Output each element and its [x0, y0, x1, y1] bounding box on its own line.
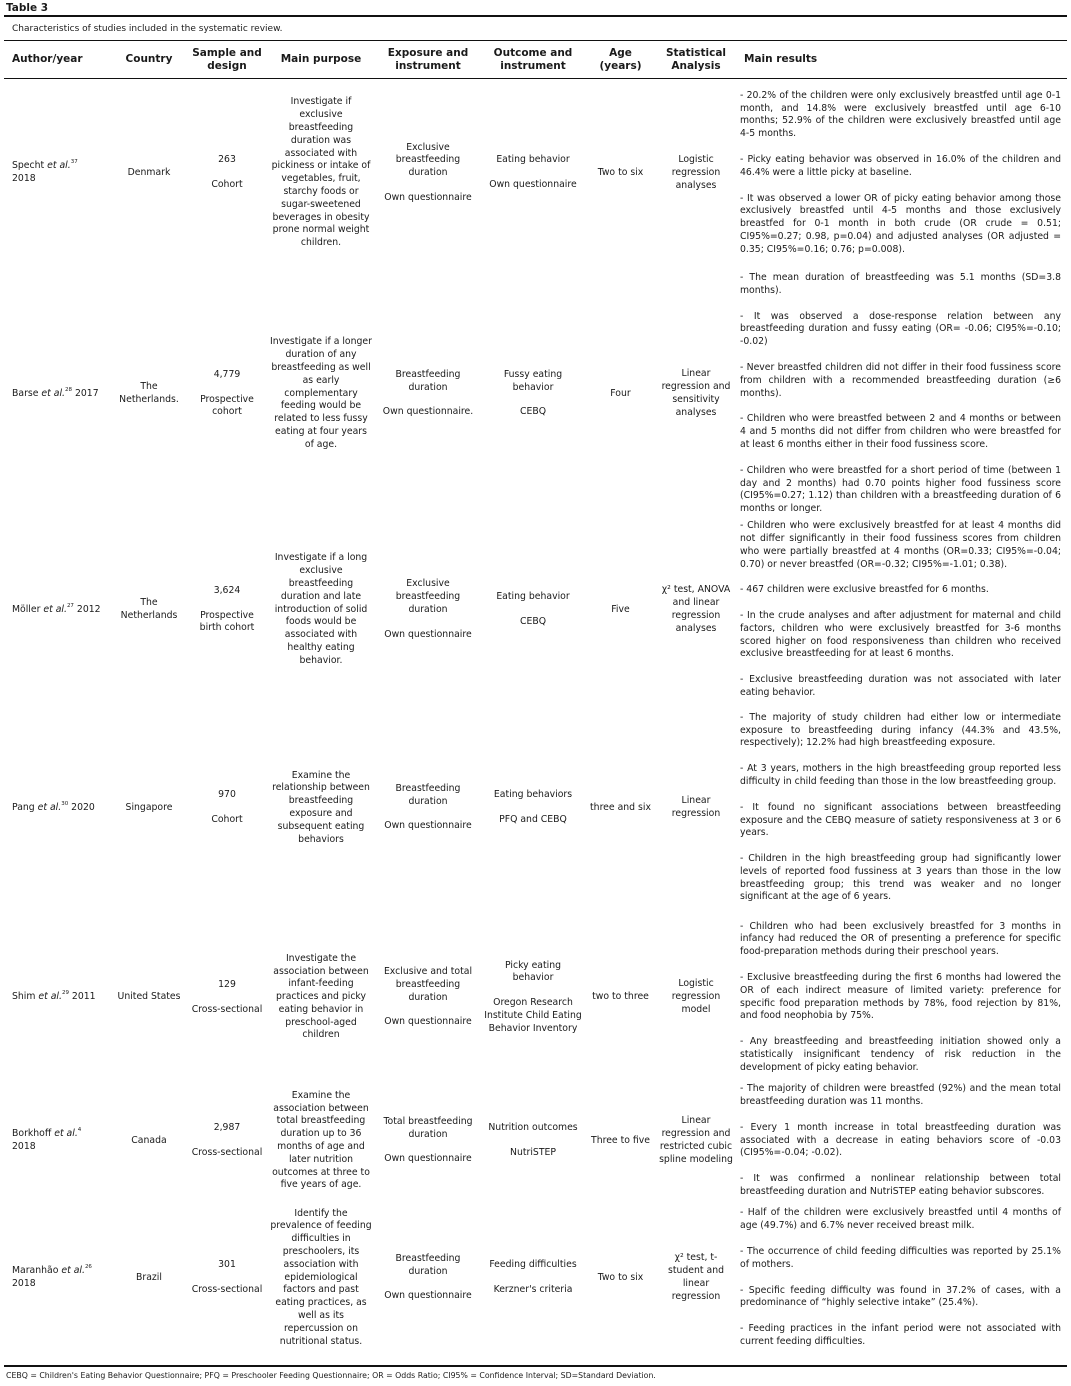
outcome-instrument: NutriSTEP [510, 1147, 556, 1158]
table-row [4, 1203, 1067, 1353]
exposure-cell [375, 1079, 481, 1203]
header-sample: Sample and design [187, 43, 267, 78]
sample-size: 2,987 [213, 1122, 241, 1134]
top-rule-thick [4, 15, 1067, 17]
exposure-instrument: Own questionnaire. [382, 406, 474, 418]
outcome-cell [481, 268, 585, 520]
result-item: - It was observed a dose-response relation between any breastfeeding duration and fussy eating (OR= -0.06; CI95%=-0.10; -0.02) [740, 310, 1061, 348]
sample-size: 3,624 [213, 584, 241, 596]
sample-cell [187, 78, 267, 268]
exposure-value: Total breastfeeding duration [383, 1115, 473, 1140]
result-item: - The majority of children were breastfed (92%) and the mean total breastfeeding duration was 11 months. [740, 1083, 1061, 1107]
exposure-value: Breastfeeding duration [395, 368, 461, 393]
result-item: - The mean duration of breastfeeding was 5.1 months (SD=3.8 months). [740, 272, 1061, 296]
study-design: Cross-sectional [191, 1284, 263, 1295]
result-item: - 467 children were exclusive breastfed for 6 months. [740, 584, 989, 596]
result-item: - Picky eating behavior was observed in 16.0% of the children and 46.4% were a little picky at baseline. [740, 154, 1061, 178]
sample-cell [187, 1079, 267, 1203]
caption-rule [4, 40, 1067, 41]
exposure-instrument: Own questionnaire [384, 192, 472, 204]
author-year: 2018 [12, 173, 36, 185]
table-label: Table 3 [6, 2, 49, 14]
age-cell: Three to five [591, 1134, 650, 1146]
author-name: Maranhão et al. [12, 1265, 85, 1277]
result-item: - At 3 years, mothers in the high breastfeeding group reported less difficulty in child feeding than those in the low breastfeeding group. [740, 763, 1061, 787]
exposure-value: Exclusive and total breastfeeding duration [383, 965, 473, 1003]
sample-size: 970 [218, 789, 236, 801]
outcome-cell [481, 916, 585, 1079]
result-item: - Children who were exclusively breastfed for at least 4 months did not differ significantly in their food fussiness scores from children who were partially breastfed at 4 months (OR=0.33; CI95%=-0.04; 0.70) or never breastfed (OR=-0.32; CI95%=-1.01; 0.38). [740, 520, 1061, 570]
outcome-cell [481, 1079, 585, 1203]
exposure-cell [375, 268, 481, 520]
author-name: Möller et al. [12, 603, 67, 615]
author-cell [4, 520, 111, 700]
age-cell: Two to six [597, 166, 644, 178]
exposure-cell [375, 1203, 481, 1353]
purpose-cell: Investigate if exclusive breastfeeding duration was associated with pickiness or intake of vegetables, fruit, starchy foods or sugar-sweetened beverages in obesity prone normal weight children. [271, 96, 371, 249]
purpose-cell: Investigate the association between infant-feeding practices and picky eating behavior in preschool-aged children [273, 952, 369, 1041]
author-cell [4, 700, 111, 916]
exposure-value: Exclusive breastfeeding duration [395, 141, 461, 179]
result-item: - The occurrence of child feeding difficulties was reported by 25.1% of mothers. [740, 1245, 1061, 1270]
exposure-cell [375, 520, 481, 700]
header-stat: Statistical Analysis [656, 43, 736, 78]
exposure-instrument: Own questionnaire [384, 628, 472, 640]
purpose-cell: Identify the prevalence of feeding difficulties in preschoolers, its association with epidemiological factors and past eating practices, as well as its repercussion on nutritional status. [270, 1207, 372, 1347]
result-item: - Half of the children were exclusively breastfed until 4 months of age (49.7%) and 6.7% never received breast milk. [740, 1207, 1061, 1232]
stat-cell: χ² test, ANOVA and linear regression analyses [661, 584, 731, 634]
outcome-instrument: CEBQ [519, 616, 547, 627]
author-cell [4, 78, 111, 268]
outcome-instrument: Kerzner's criteria [493, 1284, 573, 1295]
outcome-value: Eating behavior [496, 154, 570, 166]
outcome-instrument: PFQ and CEBQ [499, 814, 567, 825]
table-row [4, 700, 1067, 916]
reference-number: 28 [64, 386, 72, 393]
study-design: Cohort [211, 179, 243, 191]
result-item: - Exclusive breastfeeding during the first 6 months had lowered the OR of each indirect measure of limited variety: preference for specific food preparation methods by 78%, food rejection by 81%, and food neophobia by 75%. [740, 971, 1061, 1022]
header-age: Age (years) [585, 43, 656, 78]
reference-number: 29 [61, 990, 69, 997]
result-item: - 20.2% of the children were only exclusively breastfed until age 0-1 month, and 14.8% were exclusively breastfed until age 6-10 months; 52.9% of the children were exclusively breastfed until age 4-5 months. [740, 89, 1061, 140]
exposure-value: Breastfeeding duration [395, 782, 461, 807]
author-year: 2020 [71, 801, 95, 813]
header-outcome: Outcome and instrument [481, 43, 585, 78]
sample-size: 263 [218, 154, 236, 166]
result-item: - Feeding practices in the infant period were not associated with current feeding difficulties. [740, 1323, 1061, 1347]
table-row [4, 520, 1067, 700]
author-name: Pang et al. [12, 801, 62, 813]
result-item: - Exclusive breastfeeding duration was not associated with later eating behavior. [740, 674, 1061, 699]
sample-cell [187, 268, 267, 520]
outcome-instrument: CEBQ [519, 406, 547, 418]
outcome-value: Eating behaviors [493, 789, 573, 801]
table-row [4, 78, 1067, 268]
author-name: Specht et al. [12, 160, 71, 172]
country-cell: Brazil [136, 1271, 162, 1283]
age-cell: Four [610, 387, 631, 399]
results-cell [736, 520, 1067, 700]
outcome-cell [481, 700, 585, 916]
outcome-cell [481, 520, 585, 700]
results-cell [736, 78, 1067, 268]
result-item: - Children in the high breastfeeding group had significantly lower levels of reported food fussiness at 3 years than those in the low breastfeeding group; this trend was weaker and no longer significant at the age of 6 years. [740, 853, 1061, 903]
age-cell: three and six [590, 801, 651, 813]
sample-size: 301 [218, 1259, 236, 1271]
purpose-cell: Examine the relationship between breastfeeding exposure and subsequent eating behaviors [272, 769, 370, 845]
author-year: 2017 [74, 387, 99, 399]
purpose-cell: Investigate if a longer duration of any breastfeeding as well as early complementary feeding would be related to less fussy eating at four years of age. [270, 336, 372, 450]
result-item: - In the crude analyses and after adjustment for maternal and child factors, children who were exclusively breastfed for 3-6 months scored higher on food responsiveness than children who received exclusive breastfeeding for at least 6 months. [740, 610, 1061, 660]
results-cell [736, 268, 1067, 520]
country-cell: The Netherlands. [119, 381, 179, 405]
result-item: - Children who had been exclusively breastfed for 3 months in infancy had reduced the OR of presenting a preference for specific food-preparation methods during their preschool years. [740, 920, 1061, 958]
stat-cell: Linear regression and restricted cubic spline modeling [659, 1115, 733, 1165]
table-footnote: CEBQ = Children's Eating Behavior Questionnaire; PFQ = Preschooler Feeding Questionnaire; OR = Odds Ratio; CI95% = Confidence Interval; SD=Standard Deviation. [6, 1371, 656, 1380]
author-year: 2018 [12, 1141, 36, 1152]
age-cell: Two to six [597, 1271, 644, 1283]
table-row [4, 916, 1067, 1079]
outcome-cell [481, 78, 585, 268]
result-item: - Children who were breastfed between 2 and 4 months or between 4 and 5 months did not differ from children who were breastfed for at least 6 months either in their food fussiness score. [740, 413, 1061, 450]
study-design: Prospective cohort [200, 393, 254, 418]
results-cell [736, 700, 1067, 916]
stat-cell: Linear regression [671, 795, 721, 819]
reference-number: 27 [66, 602, 74, 609]
exposure-cell [375, 916, 481, 1079]
sample-cell [187, 916, 267, 1079]
author-year: 2018 [12, 1278, 36, 1289]
exposure-value: Breastfeeding duration [395, 1252, 461, 1277]
result-item: - Any breastfeeding and breastfeeding initiation showed only a statistically insignificant tendency of risk reduction in the development of picky eating behavior. [740, 1036, 1061, 1073]
header-exposure: Exposure and instrument [375, 43, 481, 78]
study-design: Cohort [211, 814, 243, 825]
result-item: - Every 1 month increase in total breastfeeding duration was associated with a decrease in eating behaviors score of -0.03 (CI95%=-0.04; -0.02). [740, 1121, 1061, 1159]
author-cell [4, 1079, 111, 1203]
result-item: - It was observed a lower OR of picky eating behavior among those exclusively breastfed until 4-5 months and those exclusively breastfed for 0-1 month in both crude (OR crude = 0.51; CI95%=0.27; 0.98, p=0.04) and adjusted analyses (OR adjusted = 0.35; CI95%=0.16; 0.76; p=0.008). [740, 192, 1061, 255]
reference-number: 4 [77, 1127, 82, 1134]
purpose-cell: Examine the association between total breastfeeding duration up to 36 months of age and later nutrition outcomes at three to five years of age. [272, 1089, 370, 1191]
exposure-instrument: Own questionnaire [384, 820, 472, 832]
exposure-instrument: Own questionnaire [384, 1016, 472, 1028]
outcome-value: Feeding difficulties [489, 1259, 577, 1271]
exposure-value: Exclusive breastfeeding duration [395, 578, 461, 615]
author-cell [4, 916, 111, 1079]
outcome-value: Eating behavior [496, 591, 570, 603]
age-cell: two to three [592, 991, 649, 1003]
author-name: Borkhoff et al. [12, 1128, 78, 1140]
exposure-instrument: Own questionnaire [384, 1153, 472, 1165]
exposure-cell [375, 78, 481, 268]
table-caption: Characteristics of studies included in the systematic review. [12, 24, 283, 34]
sample-cell [187, 520, 267, 700]
header-results: Main results [736, 43, 1067, 78]
stat-cell: Logistic regression model [671, 978, 721, 1015]
header-author: Author/year [4, 43, 111, 78]
study-design: Cross-sectional [191, 1147, 263, 1158]
results-cell [736, 1203, 1067, 1353]
sample-cell [187, 700, 267, 916]
author-name: Barse et al. [12, 387, 65, 399]
country-cell: The Netherlands [120, 597, 178, 621]
result-item: - It was confirmed a nonlinear relationship between total breastfeeding duration and NutriSTEP eating behavior subscores. [740, 1173, 1061, 1197]
outcome-instrument: Own questionnaire [489, 179, 577, 191]
author-year: 2011 [71, 991, 96, 1003]
exposure-cell [375, 700, 481, 916]
country-cell: Singapore [125, 801, 173, 813]
country-cell: United States [117, 991, 181, 1003]
age-cell: Five [611, 603, 630, 615]
header-country: Country [111, 43, 187, 78]
bottom-rule [4, 1365, 1067, 1367]
country-cell: Denmark [127, 166, 171, 178]
studies-table [4, 43, 1067, 1353]
sample-size: 4,779 [213, 368, 241, 380]
sample-cell [187, 1203, 267, 1353]
country-cell: Canada [131, 1134, 167, 1146]
outcome-value: Fussy eating behavior [503, 368, 563, 393]
result-item: - It found no significant associations between breastfeeding exposure and the CEBQ measure of satiety responsiveness at 3 or 6 years. [740, 801, 1061, 839]
reference-number: 26 [84, 1264, 92, 1271]
author-cell [4, 268, 111, 520]
study-design: Cross-sectional [191, 1003, 263, 1015]
results-cell [736, 1079, 1067, 1203]
author-name: Shim et al. [12, 991, 62, 1003]
table-row [4, 268, 1067, 520]
header-row [4, 43, 1067, 78]
table-row [4, 1079, 1067, 1203]
stat-cell: Logistic regression analyses [671, 154, 721, 191]
outcome-cell [481, 1203, 585, 1353]
result-item: - The majority of study children had either low or intermediate exposure to breastfeeding during infancy (44.3% and 43.5%, respectively); 12.2% had high breastfeeding exposure. [740, 711, 1061, 749]
result-item: - Children who were breastfed for a short period of time (between 1 day and 2 months) had 0.70 points higher food fussiness score (CI95%=0.27; 1.12) than children with a breastfeeding duration of 6 months or longer. [740, 464, 1061, 515]
header-purpose: Main purpose [267, 43, 375, 78]
study-design: Prospective birth cohort [199, 609, 255, 634]
author-cell [4, 1203, 111, 1353]
sample-size: 129 [218, 978, 236, 990]
outcome-value: Picky eating behavior [504, 959, 562, 984]
reference-number: 37 [70, 159, 78, 166]
author-year: 2012 [76, 603, 101, 615]
outcome-value: Nutrition outcomes [488, 1122, 578, 1134]
outcome-instrument: Oregon Research Institute Child Eating Behavior Inventory [484, 997, 582, 1034]
stat-cell: Linear regression and sensitivity analyses [661, 368, 731, 418]
exposure-instrument: Own questionnaire [384, 1290, 472, 1302]
result-item: - Never breastfed children did not differ in their food fussiness score from children with a recommended breastfeeding duration (≥6 months). [740, 362, 1061, 399]
reference-number: 30 [61, 800, 69, 807]
results-cell [736, 916, 1067, 1079]
result-item: - Specific feeding difficulty was found in 37.2% of cases, with a predominance of “highly selective intake” (25.4%). [740, 1284, 1061, 1309]
stat-cell: χ² test, t-student and linear regression [668, 1252, 724, 1302]
purpose-cell: Investigate if a long exclusive breastfeeding duration and late introduction of solid foods would be associated with healthy eating behavior. [274, 552, 368, 666]
